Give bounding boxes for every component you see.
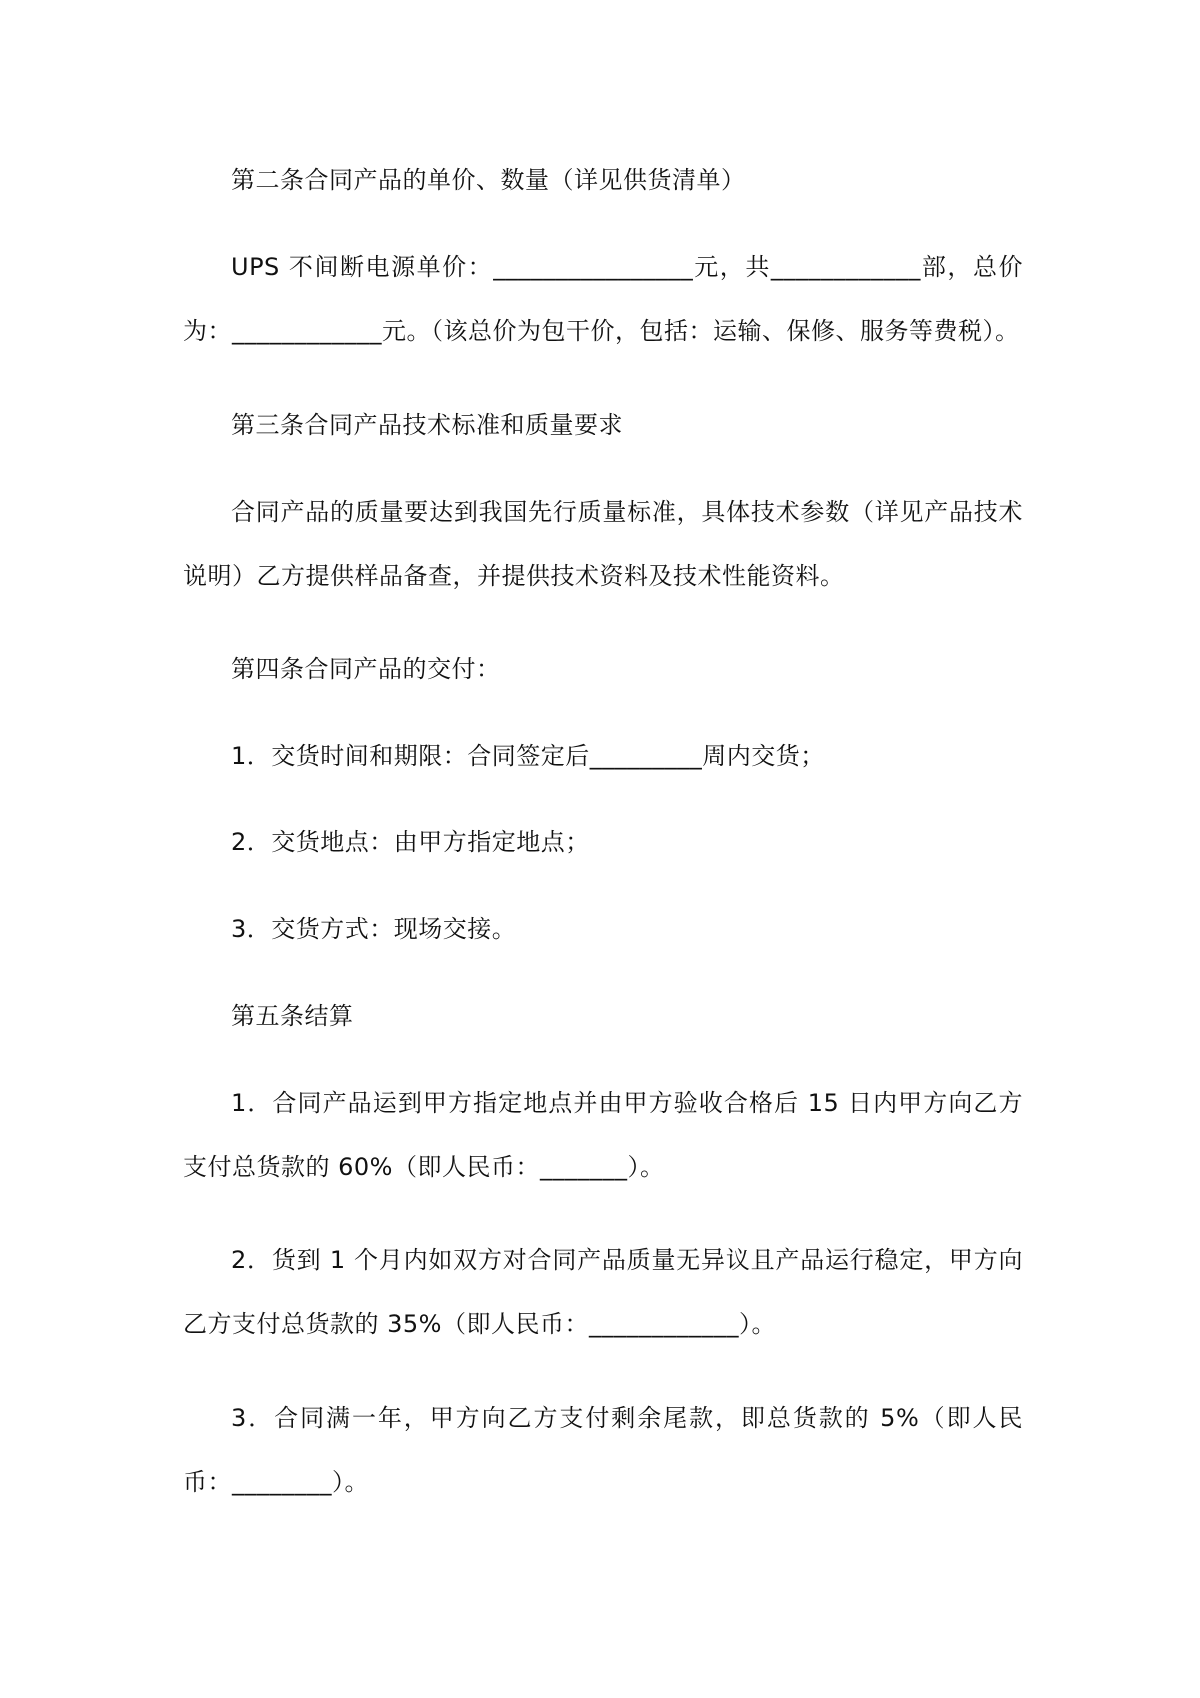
article-4-heading-text: 第四条合同产品的交付：: [231, 655, 501, 683]
settlement-item-2: [183, 1228, 1023, 1356]
article-5-heading: [183, 984, 1023, 1048]
article-2-heading: [183, 148, 1023, 212]
article-2-price-paragraph: [183, 235, 1023, 363]
delivery-time-item: [183, 724, 1023, 788]
article-2-heading-text: 第二条合同产品的单价、数量（详见供货清单）: [231, 166, 746, 194]
delivery-location-item: [183, 810, 1023, 874]
article-5-heading-text: 第五条结算: [231, 1002, 354, 1030]
article-3-quality-paragraph: [183, 480, 1023, 608]
delivery-method-text: 3．交货方式：现场交接。: [231, 915, 517, 943]
delivery-time-text: 1．交货时间和期限：合同签定后_________周内交货；: [231, 742, 825, 770]
quality-paragraph-text: 合同产品的质量要达到我国先行质量标准，具体技术参数（详见产品技术说明）乙方提供样品备查，并提供技术资料及技术性能资料。: [183, 498, 1023, 590]
article-3-heading-text: 第三条合同产品技术标准和质量要求: [231, 411, 623, 439]
delivery-location-text: 2．交货地点：由甲方指定地点；: [231, 828, 590, 856]
price-paragraph-text: UPS 不间断电源单价：________________元，共____________部，总价为：____________元。（该总价为包干价，包括：运输、保修、服务等费税）。: [183, 253, 1023, 345]
settlement-item-3: [183, 1386, 1023, 1514]
settlement-item-2-text: 2．货到 1 个月内如双方对合同产品质量无异议且产品运行稳定，甲方向乙方支付总货款的 35%（即人民币：____________）。: [183, 1246, 1023, 1338]
article-3-heading: [183, 393, 1023, 457]
settlement-item-3-text: 3．合同满一年，甲方向乙方支付剩余尾款，即总货款的 5%（即人民币：________）。: [183, 1404, 1023, 1496]
delivery-method-item: [183, 897, 1023, 961]
settlement-item-1-text: 1．合同产品运到甲方指定地点并由甲方验收合格后 15 日内甲方向乙方支付总货款的 60%（即人民币：_______）。: [183, 1089, 1023, 1181]
settlement-item-1: [183, 1071, 1023, 1199]
article-4-heading: [183, 637, 1023, 701]
